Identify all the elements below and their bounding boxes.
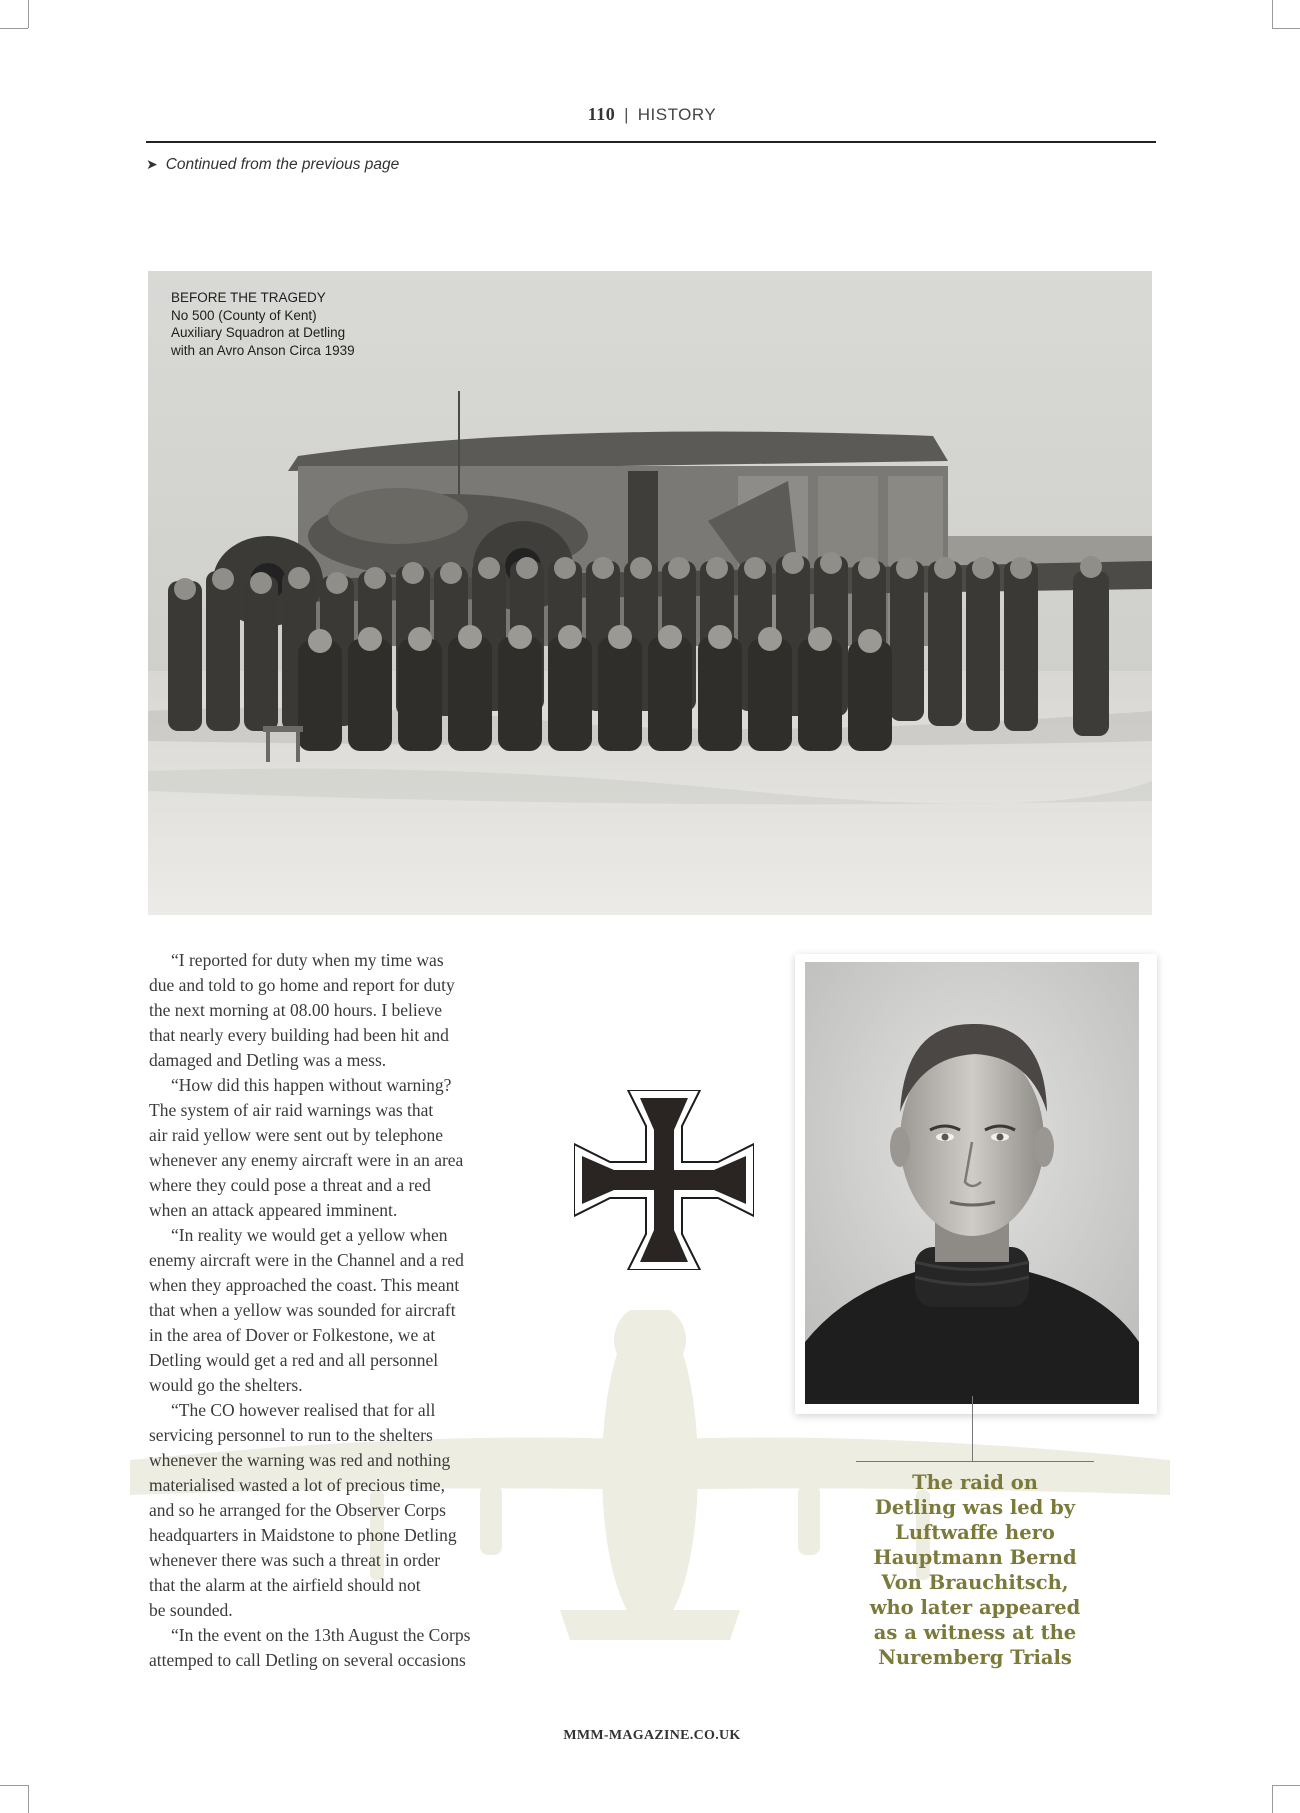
article-line: and so he arranged for the Observer Corps: [149, 1500, 446, 1520]
callout-connector: [972, 1396, 973, 1462]
header-separator: |: [624, 105, 629, 124]
arrow-icon: ➤: [146, 156, 158, 172]
article-line: whenever any enemy aircraft were in an area: [149, 1150, 464, 1170]
crop-mark: [0, 1785, 28, 1786]
caption-line: with an Avro Anson Circa 1939: [171, 342, 355, 358]
pull-quote-line: Hauptmann Bernd: [873, 1546, 1077, 1569]
article-line: whenever there was such a threat in order: [149, 1550, 441, 1570]
article-line: the next morning at 08.00 hours. I believe: [149, 1000, 443, 1020]
footer-website: MMM-MAGAZINE.CO.UK: [563, 1728, 741, 1743]
portrait-illustration: [805, 962, 1139, 1404]
squadron-photo-illustration: [148, 271, 1152, 915]
pull-quote-line: who later appeared: [869, 1596, 1081, 1619]
caption-line: No 500 (County of Kent): [171, 307, 317, 323]
article-line: “The CO however realised that for all: [171, 1400, 436, 1420]
portrait-photo: [805, 962, 1139, 1404]
page-number: 110: [587, 104, 616, 124]
article-line: “I reported for duty when my time was: [171, 950, 444, 970]
pull-quote-line: Detling was led by: [874, 1496, 1076, 1519]
crop-mark: [1272, 1785, 1300, 1786]
article-line: in the area of Dover or Folkestone, we at: [149, 1325, 436, 1345]
article-line: servicing personnel to run to the shelters: [149, 1425, 433, 1445]
article-line: where they could pose a threat and a red: [149, 1175, 431, 1195]
squadron-photo: [148, 271, 1152, 915]
article-line: would go the shelters.: [149, 1375, 303, 1395]
article-line: The system of air raid warnings was that: [149, 1100, 434, 1120]
photo-caption: [171, 289, 355, 359]
article-line: headquarters in Maidstone to phone Detling: [149, 1525, 457, 1545]
portrait-frame: [795, 954, 1157, 1414]
callout-rule: [856, 1461, 1094, 1462]
article-line: when an attack appeared imminent.: [149, 1200, 398, 1220]
caption-line: Auxiliary Squadron at Detling: [171, 325, 346, 340]
article-line: enemy aircraft were in the Channel and a red: [149, 1250, 464, 1270]
pull-quote-line: The raid on: [912, 1471, 1038, 1494]
continued-text: Continued from the previous page: [165, 156, 400, 173]
article-line: when they approached the coast. This meant: [149, 1275, 460, 1295]
pull-quote: [845, 1470, 1105, 1670]
continued-note: [146, 156, 399, 174]
pull-quote-line: as a witness at the: [873, 1621, 1077, 1644]
crop-mark: [28, 1785, 29, 1813]
pull-quote-line: Luftwaffe hero: [895, 1521, 1055, 1544]
crop-mark: [0, 28, 28, 29]
article-line: materialised wasted a lot of precious time,: [149, 1475, 445, 1495]
article-line: “In reality we would get a yellow when: [171, 1225, 448, 1245]
article-line: be sounded.: [149, 1600, 233, 1620]
caption-line: BEFORE THE TRAGEDY: [171, 290, 326, 305]
article-line: that nearly every building had been hit and: [149, 1025, 449, 1045]
article-line: air raid yellow were sent out by telephone: [149, 1125, 443, 1145]
crop-mark: [1272, 28, 1300, 29]
article-body: [149, 948, 515, 1673]
article-line: “How did this happen without warning?: [171, 1075, 452, 1095]
article-line: damaged and Detling was a mess.: [149, 1050, 387, 1070]
article-line: due and told to go home and report for duty: [149, 975, 455, 995]
page-header: [148, 104, 1156, 125]
article-line: whenever the warning was red and nothing: [149, 1450, 451, 1470]
article-line: attemped to call Detling on several occasions: [149, 1650, 466, 1670]
section-title: HISTORY: [637, 105, 717, 124]
article-line: Detling would get a red and all personnel: [149, 1350, 439, 1370]
crop-mark: [1272, 0, 1273, 28]
pull-quote-line: Von Brauchitsch,: [881, 1571, 1069, 1594]
article-line: “In the event on the 13th August the Corps: [171, 1625, 471, 1645]
pull-quote-line: Nuremberg Trials: [878, 1646, 1072, 1669]
article-line: that the alarm at the airfield should not: [149, 1575, 421, 1595]
article-line: that when a yellow was sounded for aircraft: [149, 1300, 456, 1320]
iron-cross-icon: [574, 1090, 754, 1270]
crop-mark: [28, 0, 29, 28]
header-rule: [146, 141, 1156, 143]
crop-mark: [1272, 1785, 1273, 1813]
